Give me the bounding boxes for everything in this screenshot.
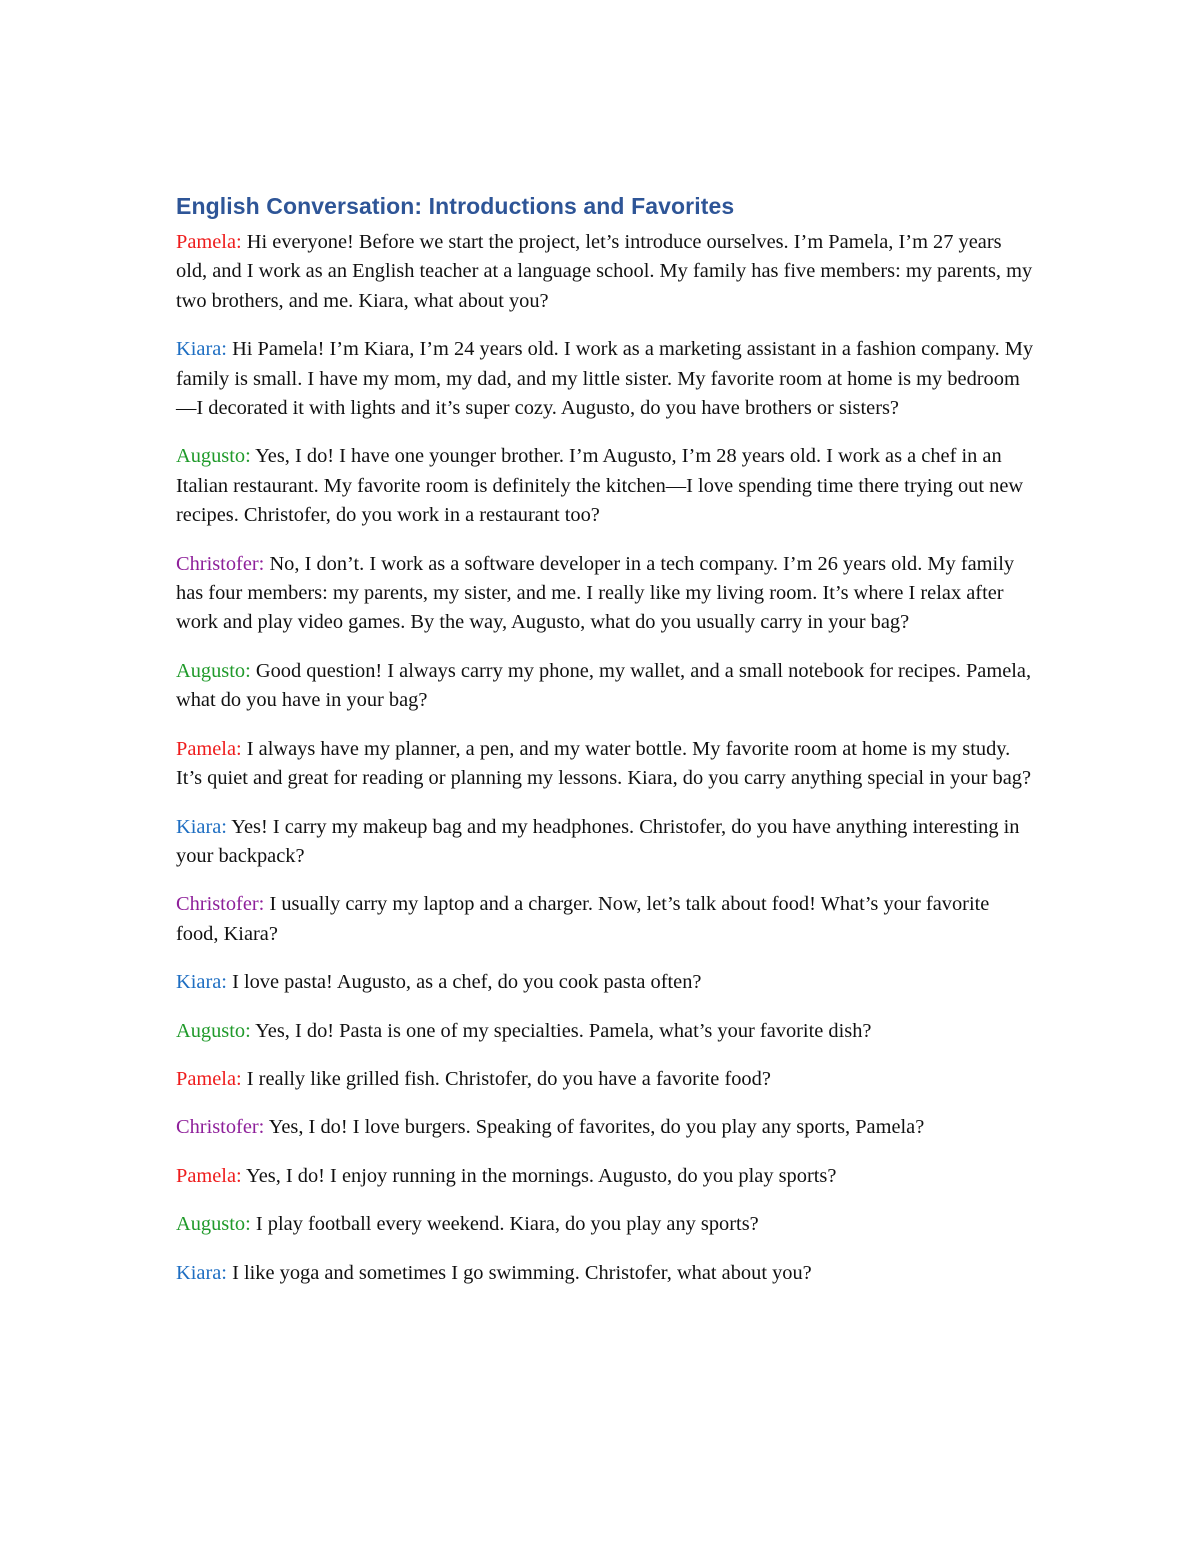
dialogue-text: Yes, I do! I enjoy running in the mornings. Augusto, do you play sports? [246,1164,837,1187]
dialogue-turn [176,1113,1036,1142]
dialogue-turn [176,1259,1036,1288]
dialogue-turn [176,1210,1036,1239]
speaker-name: Kiara: [176,971,227,994]
dialogue-turn [176,735,1036,794]
document-title: English Conversation: Introductions and Favorites [176,193,735,219]
speaker-name: Christofer: [176,1116,265,1139]
dialogue-turn [176,890,1036,949]
dialogue-turn [176,1162,1036,1191]
dialogue-text: I really like grilled fish. Christofer, do you have a favorite food? [246,1067,771,1090]
speaker-name: Pamela: [176,737,242,760]
dialogue-text: I play football every weekend. Kiara, do you play any sports? [255,1213,759,1236]
dialogue-turn [176,1017,1036,1046]
dialogue-text: I always have my planner, a pen, and my water bottle. My favorite room at home is my study. It’s quiet and great for reading or planning my lessons. Kiara, do you carry anything special in your bag? [176,737,1032,790]
speaker-name: Augusto: [176,1213,251,1236]
dialogue-turn [176,813,1036,872]
dialogue-text: I love pasta! Augusto, as a chef, do you cook pasta often? [232,971,702,994]
speaker-name: Pamela: [176,231,242,253]
speaker-name: Augusto: [176,1019,251,1042]
speaker-name: Augusto: [176,445,251,468]
dialogue-text: Hi Pamela! I’m Kiara, I’m 24 years old. I work as a marketing assistant in a fashion company. My family is small. I have my mom, my dad, and my little sister. My favorite room at home is my bedroom—I decorated it with lights and it’s super cozy. Augusto, do you have brothers or sisters? [176,338,1034,420]
speaker-name: Pamela: [176,1164,242,1187]
speaker-name: Kiara: [176,815,227,838]
dialogue-turn [176,228,1036,316]
speaker-name: Kiara: [176,1261,227,1284]
speaker-name: Pamela: [176,1067,242,1090]
dialogue-turn [176,442,1036,530]
dialogue-turn [176,968,1036,997]
speaker-name: Christofer: [176,893,265,916]
dialogue-text: I like yoga and sometimes I go swimming. Christofer, what about you? [232,1261,812,1284]
speaker-name: Christofer: [176,552,265,575]
document-content [176,190,1036,1307]
dialogue-turn [176,550,1036,638]
speaker-name: Kiara: [176,338,227,361]
dialogue-text: Hi everyone! Before we start the project, let’s introduce ourselves. I’m Pamela, I’m 27 years old, and I work as an English teacher at a language school. My family has five members: my parents, my two brothers, and me. Kiara, what about you? [176,231,1033,312]
dialogue-text: I usually carry my laptop and a charger. Now, let’s talk about food! What’s your favorite food, Kiara? [176,893,990,945]
dialogue-text: Yes, I do! I have one younger brother. I’m Augusto, I’m 28 years old. I work as a chef in an Italian restaurant. My favorite room is definitely the kitchen—I love spending time there trying out new recipes. Christofer, do you work in a restaurant too? [176,445,1024,527]
dialogue-turn [176,657,1036,716]
dialogue-text: No, I don’t. I work as a software developer in a tech company. I’m 26 years old. My family has four members: my parents, my sister, and me. I really like my living room. It’s where I relax after work and play video games. By the way, Augusto, what do you usually carry in your bag? [176,552,1015,634]
dialogue-turn [176,1065,1036,1094]
dialogue-text: Yes, I do! Pasta is one of my specialties. Pamela, what’s your favorite dish? [255,1019,872,1042]
speaker-name: Augusto: [176,659,251,682]
dialogue-text: Yes, I do! I love burgers. Speaking of favorites, do you play any sports, Pamela? [268,1116,925,1139]
dialogue-turn [176,335,1036,423]
dialogue-text: Yes! I carry my makeup bag and my headphones. Christofer, do you have anything interesting in your backpack? [176,815,1020,867]
dialogue-text: Good question! I always carry my phone, my wallet, and a small notebook for recipes. Pamela, what do you have in your bag? [176,659,1032,712]
